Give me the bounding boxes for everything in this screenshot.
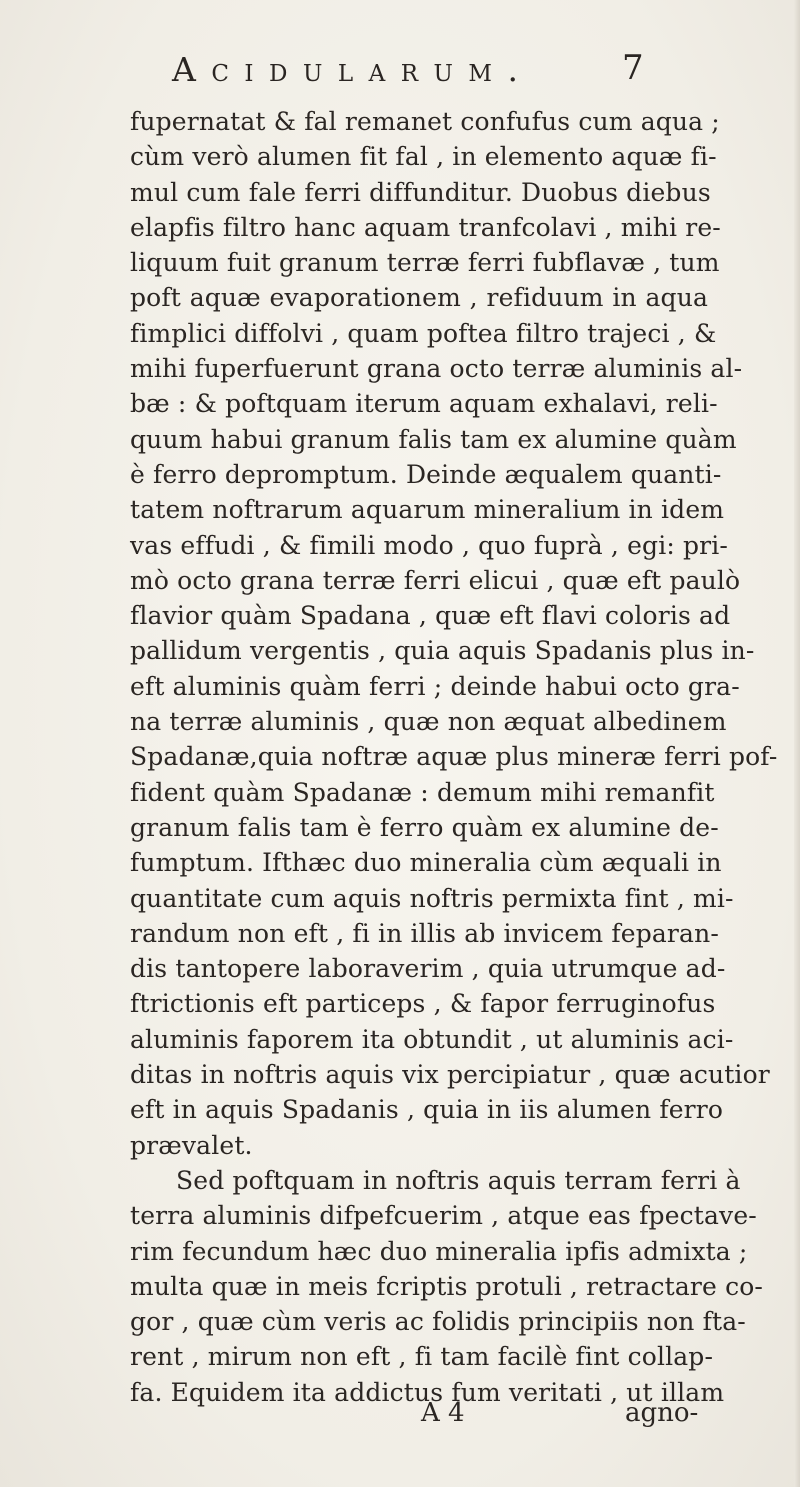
text-line: mul cum fale ferri diffunditur. Duobus diebus — [130, 177, 711, 207]
text-line: randum non eft , fi in illis ab invicem feparan- — [130, 918, 719, 948]
text-line: mihi fuperfuerunt grana octo terræ aluminis al- — [130, 354, 743, 384]
text-line: liquum fuit granum terræ ferri fubflavæ , tum — [130, 248, 720, 278]
page-edge — [794, 0, 800, 1487]
signature-mark: A 4 — [421, 1398, 465, 1428]
catchword: agno- — [625, 1398, 699, 1428]
text-line: eft aluminis quàm ferri ; deinde habui octo gra- — [130, 671, 740, 701]
text-line: elapfis filtro hanc aquam tranfcolavi , mihi re- — [130, 212, 721, 242]
text-line: granum falis tam è ferro quàm ex alumine de- — [130, 812, 719, 842]
text-line: mò octo grana terræ ferri elicui , quæ eft paulò — [130, 565, 741, 595]
text-line: pallidum vergentis , quia aquis Spadanis plus in- — [130, 636, 755, 666]
text-line: prævalet. — [130, 1130, 253, 1160]
text-line: tatem noftrarum aquarum mineralium in idem — [130, 495, 725, 525]
text-line: terra aluminis difpefcuerim , atque eas fpectave- — [130, 1201, 757, 1231]
text-line: multa quæ in meis fcriptis protuli , retractare co- — [130, 1271, 764, 1301]
text-line: bæ : & poftquam iterum aquam exhalavi, reli- — [130, 389, 718, 419]
page-number: 7 — [622, 48, 644, 88]
text-line: gor , quæ cùm veris ac folidis principiis non fta- — [130, 1307, 746, 1337]
text-line: flavior quàm Spadana , quæ eft flavi coloris ad — [130, 601, 731, 631]
text-line: Spadanæ,quia noftræ aquæ plus mineræ ferri pof- — [130, 742, 778, 772]
text-line: dis tantopere laboraverim , quia utrumque ad- — [130, 954, 726, 984]
text-line: fimplici diffolvi , quam poftea filtro trajeci , & — [130, 318, 717, 348]
text-line: poft aquæ evaporationem , refiduum in aqua — [130, 283, 708, 313]
text-line: ftrictionis eft particeps , & fapor ferruginofus — [130, 989, 716, 1019]
text-line: fident quàm Spadanæ : demum mihi remanfit — [130, 777, 715, 807]
text-line: è ferro depromptum. Deinde æqualem quanti- — [130, 459, 722, 489]
body-text — [130, 104, 778, 1410]
text-line: fa. Equidem ita addictus fum veritati , ut illam — [130, 1377, 725, 1407]
text-line: quum habui granum falis tam ex alumine quàm — [130, 424, 737, 454]
text-line: ditas in noftris aquis vix percipiatur , quæ acutior — [130, 1060, 770, 1090]
text-line: fumptum. Ifthæc duo mineralia cùm æquali in — [130, 848, 722, 878]
text-line: cùm verò alumen fit fal , in elemento aquæ fi- — [130, 142, 717, 172]
text-line: vas effudi , & fimili modo , quo fuprà , egi: pri- — [130, 530, 729, 560]
text-line: quantitate cum aquis noftris permixta fint , mi- — [130, 883, 734, 913]
text-line: eft in aquis Spadanis , quia in iis alumen ferro — [130, 1095, 724, 1125]
text-line: rim fecundum hæc duo mineralia ipfis admixta ; — [130, 1236, 748, 1266]
running-title: Acidularum. — [172, 50, 534, 89]
text-line: Sed poftquam in noftris aquis terram ferri à — [176, 1165, 741, 1195]
page-header — [0, 50, 800, 96]
text-line: fupernatat & fal remanet confufus cum aqua ; — [130, 107, 720, 136]
text-line: aluminis faporem ita obtundit , ut aluminis aci- — [130, 1024, 734, 1054]
text-line: na terræ aluminis , quæ non æquat albedinem — [130, 707, 727, 737]
text-line: rent , mirum non eft , fi tam facilè fint collap- — [130, 1342, 714, 1372]
